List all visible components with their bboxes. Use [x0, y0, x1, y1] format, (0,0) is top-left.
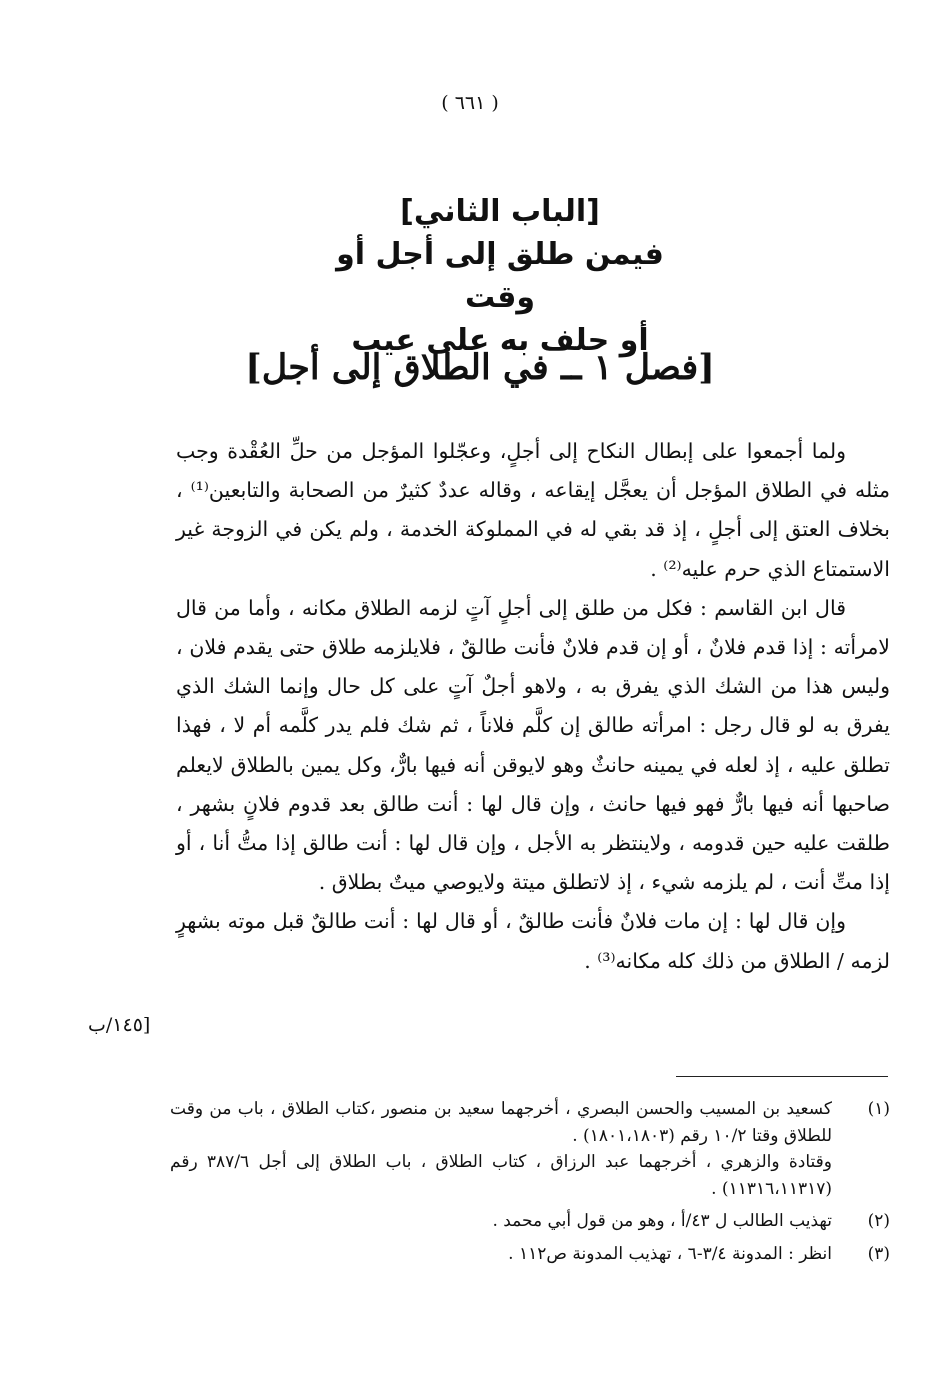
- footnote-body: [170, 1096, 832, 1202]
- footnote-3: [170, 1241, 890, 1268]
- paragraph-2: قال ابن القاسم : فكل من طلق إلى أجلٍ آتٍ لزمه الطلاق مكانه ، وأما من قال لامرأته : إذا قدم فلانٌ ، أو إن قدم فلانٌ فأنت طالقٌ ، فلايلزمه طلاق حتى يقدم فلان ، وليس هذا من الشك الذي يفرق به ، ولاهو أجلٌ آتٍ على كل حال وإنما الشك الذي يفرق به لو قال رجل : امرأته طالق إن كلَّم فلاناً ، ثم شك فلم يدر كلَّمه أم لا ، فهذا تطلق عليه ، إذ لعله في يمينه حانثٌ وهو لايوقن أنه فيها بارٌّ، وكل يمين بالطلاق لايعلم صاحبها أنه فيها بارٌّ فهو فيها حانث ، وإن قال لها : أنت طالق بعد قدوم فلانٍ بشهر ، طلقت عليه حين قدومه ، ولاينتظر به الأجل ، وإن قال لها : أنت طالق إذا متُّ أنا ، أو إذا متِّ أنت ، لم يلزمه شيء ، إذ لاتطلق ميتة ولايوصي ميتٌ بطلاق .: [176, 595, 890, 895]
- footnote-body: [170, 1241, 832, 1268]
- section-title: [فصل ١ ــ في الطلاق إلى أجل]: [245, 347, 715, 388]
- footnotes: [170, 1096, 890, 1273]
- chapter-heading: [300, 190, 700, 362]
- paragraph-1: ولما أجمعوا على إبطال النكاح إلى أجلٍ، وعجّلوا المؤجل من حلِّ العُقْدة وجب مثله في الطلاق المؤجل أن يعجَّل إيقاعه ، وقاله عددٌ كثيرٌ من الصحابة والتابعين⁽¹⁾ ، بخلاف العتق إلى أجلٍ ، إذ قد بقي له في المملوكة الخدمة ، ولم يكن في الزوجة غير الاستمتاع الذي حرم عليه⁽²⁾ .: [176, 439, 890, 581]
- chapter-title-line2: أو حلف به على عيب: [351, 323, 649, 358]
- footnote-1: [170, 1096, 890, 1202]
- footnote-2: [170, 1208, 890, 1235]
- footnote-line: كسعيد بن المسيب والحسن البصري ، أخرجهما سعيد بن منصور ،كتاب الطلاق ، باب من وقت للطلاق وقتا ١٠/٢ رقم (١٨٠١،١٨٠٣) .: [170, 1099, 832, 1146]
- footnote-body: [170, 1208, 832, 1235]
- footnote-line: تهذيب الطالب ل ٤٣/أ ، وهو من قول أبي محمد .: [492, 1211, 832, 1231]
- footnote-number: (٢): [867, 1211, 890, 1231]
- footnote-line: وقتادة والزهري ، أخرجهما عبد الرزاق ، كتاب الطلاق ، باب الطلاق إلى أجل ٣٨٧/٦ رقم (١١٣١٦،١١٣١٧) .: [170, 1152, 832, 1199]
- folio-margin-note: [١٤٥/ب: [88, 1014, 151, 1036]
- body-text: [176, 432, 890, 981]
- footnote-number: (٣): [867, 1243, 890, 1264]
- footnote-divider: [676, 1076, 888, 1077]
- chapter-title-line1: فيمن طلق إلى أجل أو وقت: [336, 237, 664, 315]
- footnote-line: انظر : المدونة ٣/٤-٦ ، تهذيب المدونة ص١١٢ .: [508, 1243, 832, 1264]
- footnote-number: (١): [867, 1099, 890, 1119]
- paragraph-3: وإن قال لها : إن مات فلانٌ فأنت طالقٌ ، أو قال لها : أنت طالقٌ قبل موته بشهرٍ لزمه / الطلاق من ذلك كله مكانه⁽³⁾ .: [176, 909, 890, 973]
- chapter-label: [الباب الثاني]: [400, 194, 600, 229]
- page-number: ( ٦٦١ ): [441, 92, 499, 114]
